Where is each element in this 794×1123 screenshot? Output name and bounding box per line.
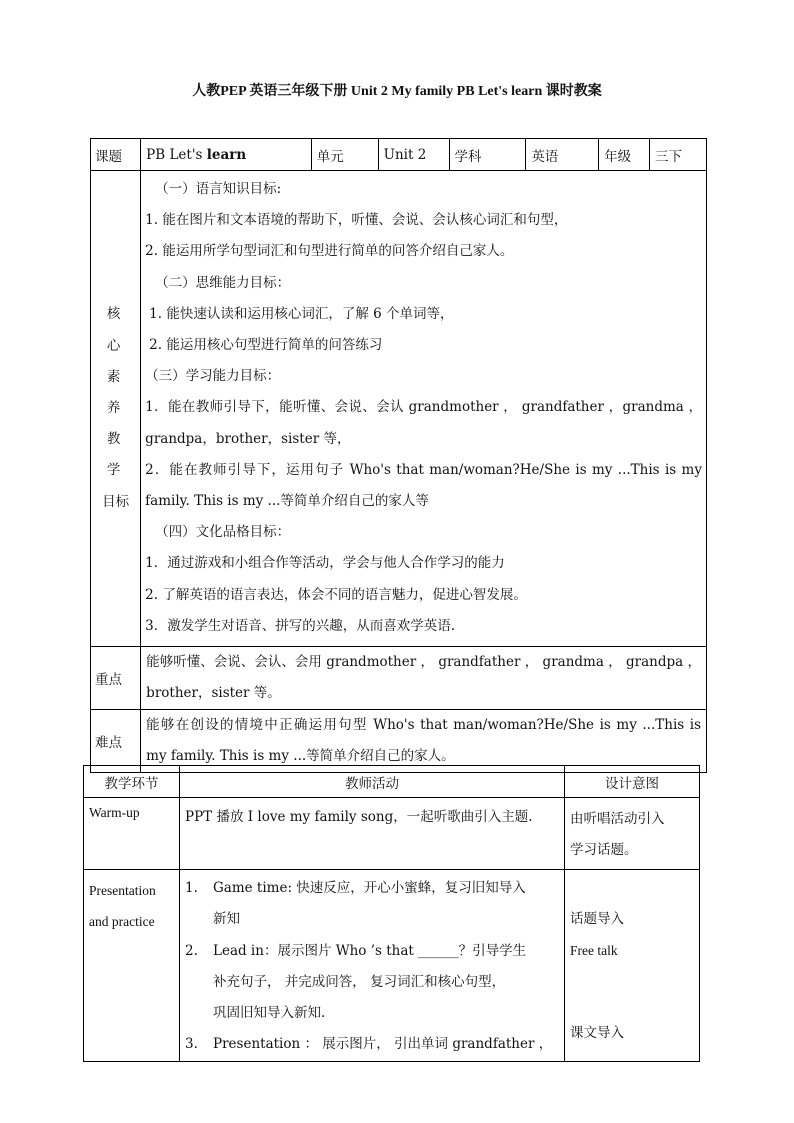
intent-line: 课文导入 [570, 1025, 624, 1041]
presentation-stage [84, 870, 180, 1062]
core-label [91, 171, 141, 647]
intent-line: 由听唱活动引入 [570, 811, 665, 827]
grade-label: 年级 [599, 139, 650, 171]
difficult-points-line: 能够在创设的情境中正确运用句型 Who's that man/woman?He/She is my ...This is [146, 717, 701, 734]
objective-heading: （一）语言知识目标: [155, 181, 282, 197]
warmup-intent [565, 798, 700, 870]
difficult-points-content [141, 710, 707, 773]
objective-line: 3．激发学生对语音、拼写的兴趣，从而喜欢学英语. [145, 617, 456, 634]
difficult-points-row [91, 710, 707, 773]
subject-value: 英语 [526, 139, 599, 171]
objective-line: 1．能在教师引导下，能听懂、会说、会认 grandmother ， grandfather ，grandma ， [145, 399, 702, 416]
key-points-row [91, 647, 707, 710]
core-objectives-row [91, 171, 707, 647]
activity-item-number: 3. [185, 1036, 198, 1053]
objective-line: 1. 能在图片和文本语境的帮助下，听懂、会说、会认核心词汇和句型， [145, 212, 568, 229]
unit-value: Unit 2 [378, 139, 449, 171]
objective-line: 2. 能运用核心句型进行简单的问答练习 [149, 337, 383, 354]
warmup-stage: Warm-up [84, 798, 180, 870]
topic-value [141, 139, 312, 171]
objective-heading: （四）文化品格目标： [155, 524, 291, 541]
subject-label: 学科 [449, 139, 526, 171]
objective-line: 2．能在教师引导下，运用句子 Who's that man/woman?He/She is my ...This is my [145, 461, 702, 478]
objective-line: family. This is my ...等简单介绍自己的家人等 [145, 493, 429, 510]
presentation-intent [565, 870, 700, 1062]
key-points-content [141, 647, 707, 710]
objective-line: 1. 能快速认读和运用核心词汇，了解 6 个单词等， [149, 305, 454, 322]
stage-line: Presentation [89, 883, 156, 898]
difficult-points-line: my family. This is my ...等简单介绍自己的家人。 [146, 748, 455, 765]
unit-label: 单元 [311, 139, 378, 171]
stage-line: and practice [89, 914, 155, 929]
activity-line: Lead in：展示图片 Who ’s that ______？引导学生 [213, 942, 527, 959]
topic-value-bold: learn [206, 146, 247, 163]
presentation-row [84, 870, 700, 1062]
core-label-line: 教 学 [106, 431, 125, 479]
activity-line: 新知 [213, 911, 240, 928]
header-design-intent: 设计意图 [565, 766, 700, 798]
activity-line: Game time: 快速反应，开心小蜜蜂，复习旧知导入 [213, 880, 526, 896]
activity-line: 巩固旧知导入新知. [213, 1005, 326, 1022]
topic-label: 课题 [91, 139, 141, 171]
activity-item [185, 936, 559, 1030]
activity-line: Presentation ： 展示图片， 引出单词 grandfather ， [213, 1036, 553, 1053]
objective-heading: （二）思维能力目标： [155, 274, 291, 291]
info-row [91, 139, 707, 171]
difficult-points-label: 难点 [91, 710, 141, 773]
objective-line: 1．通过游戏和小组合作等活动，学会与他人合作学习的能力 [145, 555, 505, 572]
intent-line: Free talk [570, 943, 618, 958]
grade-value: 三下 [650, 139, 707, 171]
key-points-label: 重点 [91, 647, 141, 710]
intent-line: 学习话题。 [570, 842, 638, 858]
key-points-line: brother，sister 等。 [146, 685, 281, 702]
intent-line: 话题导入 [570, 911, 624, 927]
activity-item-number: 2. [185, 942, 198, 959]
warmup-activity: PPT 播放 I love my family song，一起听歌曲引入主题. [180, 798, 565, 870]
core-label-line: 目标 [102, 493, 130, 510]
activity-item [185, 873, 559, 936]
key-points-line: 能够听懂、会说、会认、会用 grandmother ， grandfather ， grandma ， grandpa ， [146, 654, 701, 671]
activity-item-number: 1. [185, 880, 198, 896]
teaching-process-table [83, 765, 700, 1062]
header-stage: 教学环节 [84, 766, 180, 798]
objective-line: 2. 能运用所学句型词汇和句型进行简单的问答介绍自己家人。 [145, 243, 514, 260]
core-label-line: 素 养 [106, 368, 125, 416]
warmup-row [84, 798, 700, 870]
core-objectives-content [141, 171, 707, 647]
core-label-line: 核 心 [106, 306, 125, 354]
objective-heading: （三）学习能力目标： [145, 368, 281, 385]
header-teacher-activity: 教师活动 [180, 766, 565, 798]
lesson-info-table [90, 138, 707, 773]
activity-line: 补充句子， 并完成问答， 复习词汇和核心句型， [213, 973, 506, 990]
process-header-row [84, 766, 700, 798]
topic-value-prefix: PB Let's [146, 146, 207, 163]
activity-item [185, 1029, 559, 1060]
objective-line: grandpa，brother，sister 等， [145, 430, 351, 447]
presentation-activity [180, 870, 565, 1062]
objective-line: 2. 了解英语的语言表达，体会不同的语言魅力，促进心智发展。 [145, 586, 527, 603]
document-title: 人教PEP 英语三年级下册 Unit 2 My family PB Let's learn 课时教案 [192, 84, 602, 99]
